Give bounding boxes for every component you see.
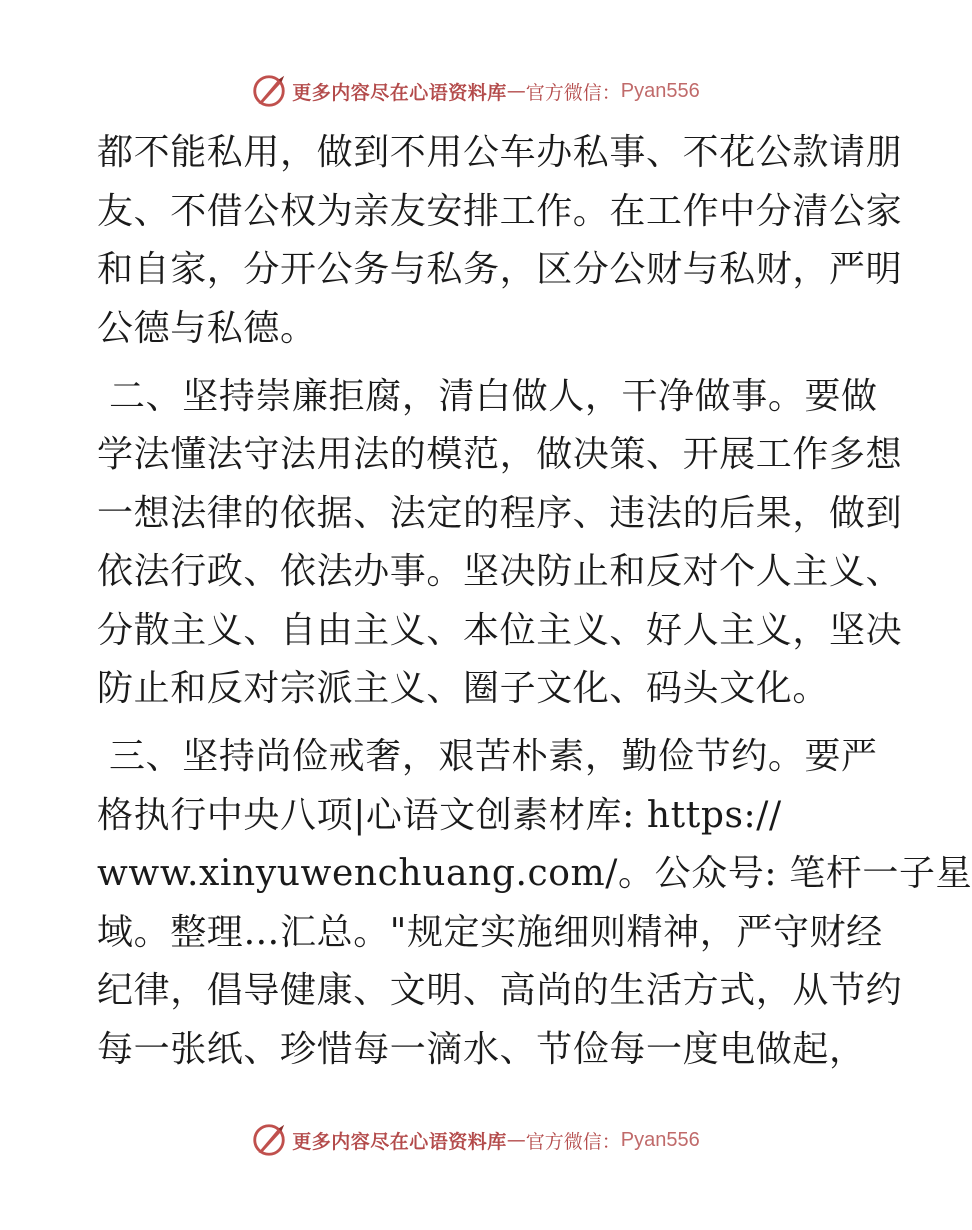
text-line: 公德与私德。	[97, 307, 317, 349]
paragraph	[97, 728, 972, 1079]
text-line: 每一张纸、珍惜每一滴水、节俭每一度电做起，	[97, 1028, 866, 1070]
text-line: 防止和反对宗派主义、圈子文化、码头文化。	[97, 668, 830, 709]
text-line: 纪律，倡导健康、文明、高尚的生活方式，从节约	[97, 970, 903, 1011]
text-line: 一想法律的依据、法定的程序、违法的后果，做到	[97, 492, 903, 534]
text-line: 依法行政、依法办事。坚决防止和反对个人主义、	[97, 551, 903, 592]
watermark-separator: —	[506, 1129, 526, 1151]
paragraph	[97, 368, 903, 719]
text-line: www.xinyuwenchuang.com/。公众号: 笔杆一子星	[97, 853, 972, 894]
watermark-wechat-id: Pyan556	[620, 79, 700, 102]
quill-pen-icon	[250, 1121, 288, 1159]
text-line: 二、坚持崇廉拒腐，清白做人，干净做事。要做	[97, 375, 878, 417]
text-line: 域。整理…汇总。"规定实施细则精神，严守财经	[97, 911, 883, 953]
document-body	[97, 124, 972, 1079]
text-line: 和自家，分开公务与私务，区分公财与私财，严明	[97, 249, 903, 290]
header-watermark	[0, 72, 950, 110]
watermark-separator: —	[506, 80, 526, 102]
watermark-wechat-id: Pyan556	[620, 1128, 700, 1151]
watermark-label: 官方微信：	[525, 81, 621, 104]
text-line: 学法懂法守法用法的模范，做决策、开展工作多想	[97, 434, 903, 475]
watermark-text: 更多内容尽在心语资料库	[292, 81, 507, 104]
text-line: 分散主义、自由主义、本位主义、好人主义，坚决	[97, 609, 903, 651]
text-line: 格执行中央八项|心语文创素材库: https://	[97, 794, 782, 836]
text-line: 都不能私用，做到不用公车办私事、不花公款请朋	[97, 132, 903, 173]
text-line: 三、坚持尚俭戒奢，艰苦朴素，勤俭节约。要严	[97, 736, 878, 777]
paragraph	[97, 124, 903, 358]
watermark-text: 更多内容尽在心语资料库	[292, 1130, 507, 1153]
text-line: 友、不借公权为亲友安排工作。在工作中分清公家	[97, 190, 903, 232]
quill-pen-icon	[250, 72, 288, 110]
watermark-label: 官方微信：	[525, 1130, 621, 1153]
footer-watermark	[0, 1121, 950, 1159]
